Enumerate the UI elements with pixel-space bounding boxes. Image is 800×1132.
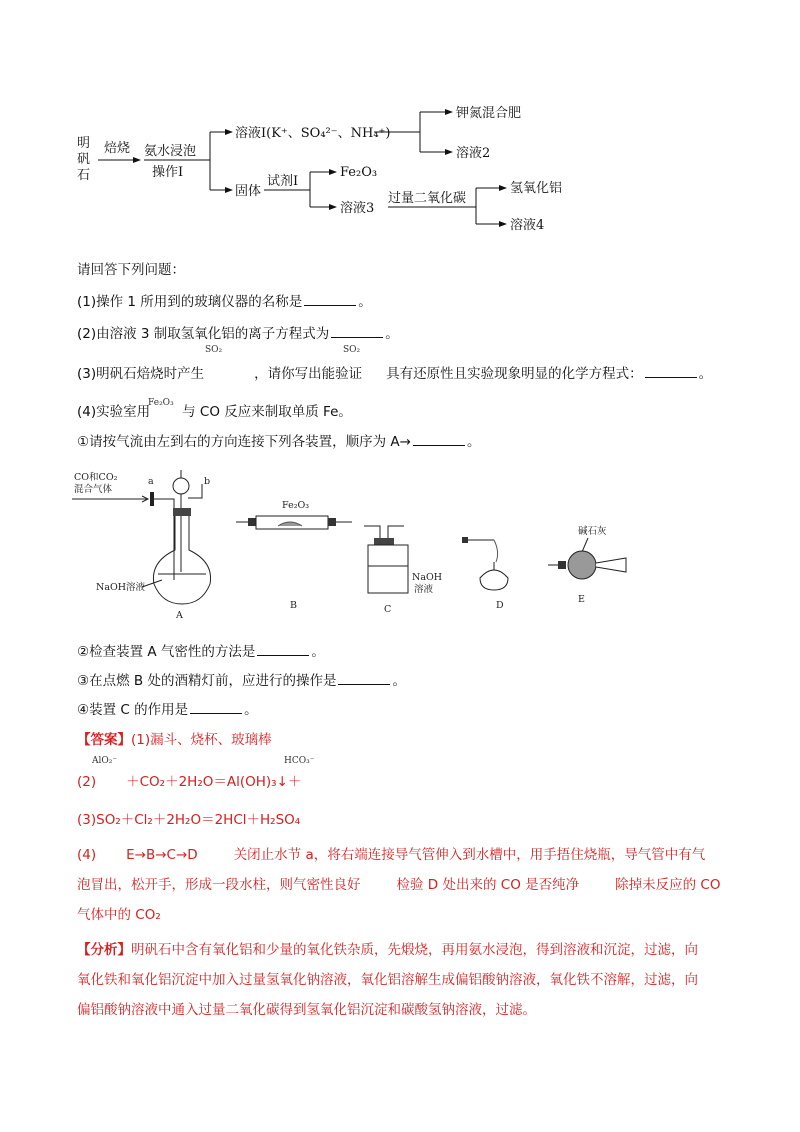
apparatus-B: [236, 500, 352, 611]
gas-label-1: CO和CO₂: [74, 472, 118, 483]
bottle-C: [368, 545, 408, 593]
question-4-1: [77, 430, 480, 450]
apparatus-A: [72, 470, 211, 621]
stopper-C: [374, 538, 394, 545]
question-4-4-end: 。: [244, 702, 258, 718]
answer-4-check: 关闭止水节 a，将右端连接导气管伸入到水槽中，用手捂住烧瓶，导气管中有气: [233, 847, 706, 863]
question-2-end: 。: [385, 326, 399, 342]
analysis-text-1: 明矾石中含有氧化铝和少量的氧化铁杂质，先煅烧，再用氨水浸泡，得到溶液和沉淀，过滤，向: [131, 942, 698, 958]
answer-4-remove-2: 气体中的 CO₂: [77, 907, 161, 923]
fe2o3-label-B: Fe₂O₃: [282, 500, 310, 511]
flow-solution1: 溶液Ⅰ(K⁺、SO₄²⁻、NH₄⁺): [235, 126, 391, 141]
label-D: D: [496, 600, 504, 611]
question-3: [77, 362, 712, 382]
answer-blank: [413, 433, 465, 446]
hco3-formula: HCO₃⁻: [284, 756, 315, 766]
answer-2-mid: ＋CO₂＋2H₂O＝Al(OH)₃↓＋: [126, 774, 302, 790]
soda-lime-pointer: [582, 538, 588, 552]
answer-4-verify: 检验 D 处出来的 CO 是否纯净: [396, 877, 580, 893]
flame-D: [494, 540, 498, 562]
flow-solution2: 溶液2: [456, 146, 491, 161]
answer-4-num: (4): [77, 847, 97, 863]
questions-intro: 请回答下列问题：: [77, 262, 185, 278]
inlet-tube: [154, 499, 174, 580]
tube-E-right: [596, 558, 626, 572]
stopper-B-right: [328, 518, 336, 526]
answer-2-prefix: (2): [77, 774, 97, 790]
apparatus-C: [364, 526, 442, 615]
flow-solution4: 溶液4: [510, 218, 545, 233]
question-3-text-c: 具有还原性且实验现象明显的化学方程式：: [386, 366, 643, 382]
funnel-bulb: [173, 478, 189, 494]
flow-co2-label: 过量二氧化碳: [388, 191, 467, 206]
question-4-3-text: ③在点燃 B 处的酒精灯前，应进行的操作是: [77, 673, 337, 689]
outlet-tube: [188, 484, 202, 498]
flask-stopper: [173, 508, 191, 516]
naoh-label-A: NaOH溶液: [96, 582, 146, 593]
alo2-formula: AlO₂⁻: [92, 756, 118, 766]
question-1: [77, 290, 372, 310]
question-4-1-end: 。: [466, 434, 481, 450]
gas-label-2: 混合气体: [74, 484, 113, 495]
apparatus-diagram: [70, 462, 670, 622]
question-4-2-text: ②检查装置 A 气密性的方法是: [77, 644, 256, 660]
question-4-text-b: 与 CO 反应来制取单质 Fe。: [182, 404, 352, 420]
apparatus-D: [462, 537, 508, 611]
flow-reagent1: 试剂Ⅰ: [267, 174, 299, 189]
answer-4-line-1: [77, 843, 705, 863]
flow-aloh3: 氢氧化铝: [510, 181, 563, 196]
question-4-2: [77, 640, 325, 660]
label-C: C: [384, 604, 392, 615]
flow-start-3: 石: [77, 168, 91, 183]
question-4-2-end: 。: [311, 644, 325, 660]
answer-3: (3)SO₂＋Cl₂＋2H₂O＝2HCl＋H₂SO₄: [77, 812, 301, 828]
question-1-end: 。: [358, 294, 372, 310]
question-4-3: [77, 669, 406, 689]
label-A: A: [176, 610, 183, 621]
answer-1: [77, 728, 272, 748]
answer-blank: [331, 325, 383, 338]
flow-step2-sub: 操作Ⅰ: [152, 165, 184, 180]
answer-2: [77, 770, 301, 790]
answer-4-seq: E→B→C→D: [126, 847, 198, 863]
answer-4-remove: 除掉未反应的 CO: [615, 877, 721, 893]
flow-fe2o3: Fe₂O₃: [340, 165, 378, 180]
flow-step2-label: 氨水浸泡: [144, 144, 197, 159]
question-4-4-text: ④装置 C 的作用是: [77, 702, 189, 718]
question-4-text-a: (4)实验室用: [77, 404, 151, 420]
fe2o3-formula: Fe₂O₃: [148, 398, 174, 408]
drying-bulb-E: [568, 551, 596, 579]
question-2-text: (2)由溶液 3 制取氢氧化铝的离子方程式为: [77, 326, 330, 342]
so2-formula-2: SO₂: [343, 345, 361, 355]
stopper-B-left: [248, 518, 256, 526]
answer-4-check-2: 泡冒出，松开手，形成一段水柱，则气密性良好: [77, 877, 361, 893]
flask-body: [153, 516, 210, 604]
question-1-text: (1)操作 1 所用到的玻璃仪器的名称是: [77, 294, 303, 310]
answer-blank: [338, 672, 390, 685]
answer-blank: [257, 643, 309, 656]
stopper-E: [558, 561, 566, 569]
question-4-1-text: ①请按气流由左到右的方向连接下列各装置，顺序为 A→: [77, 434, 411, 450]
question-3-text-a: (3)明矾石焙烧时产生: [77, 366, 205, 382]
answer-blank: [304, 293, 356, 306]
flow-start-1: 明: [77, 136, 91, 151]
flow-fertilizer: 钾氮混合肥: [456, 106, 522, 121]
so2-formula-1: SO₂: [205, 345, 223, 355]
answer-blank: [645, 365, 697, 378]
label-E: E: [578, 594, 585, 605]
question-4-3-end: 。: [392, 673, 406, 689]
flow-step1-label: 焙烧: [104, 141, 131, 156]
question-4: [77, 400, 352, 420]
analysis-tag: 【分析】: [77, 942, 131, 958]
question-3-text-b: ，请你写出能验证: [254, 366, 363, 382]
naoh-label-C-2: 溶液: [414, 584, 434, 595]
flow-solution3: 溶液3: [340, 201, 375, 216]
analysis-line-1: [77, 938, 698, 958]
flow-start-2: 矾: [77, 152, 91, 167]
question-4-4: [77, 698, 258, 718]
process-flowchart: [60, 100, 740, 250]
answer-tag: 【答案】: [77, 732, 131, 748]
question-3-end: 。: [698, 366, 713, 382]
soda-lime-label: 碱石灰: [578, 526, 607, 537]
answer-blank: [190, 701, 242, 714]
valve-a-label: a: [148, 476, 154, 487]
apparatus-E: [548, 525, 626, 605]
question-2: [77, 322, 399, 342]
analysis-line-3: 偏铝酸钠溶液中通入过量二氧化碳得到氢氧化铝沉淀和碳酸氢钠溶液，过滤。: [77, 1002, 536, 1018]
label-B: B: [290, 600, 297, 611]
analysis-line-2: 氧化铁和氧化铝沉淀中加入过量氢氧化钠溶液，氧化铝溶解生成偏铝酸钠溶液，氧化铁不溶解，过滤，向: [77, 972, 698, 988]
flow-solid: 固体: [235, 184, 262, 199]
lamp-D: [480, 570, 508, 590]
stopper-D: [462, 537, 468, 543]
valve-a: [150, 492, 154, 506]
valve-b-label: b: [204, 476, 211, 487]
answer-4-line-2: [77, 873, 720, 893]
naoh-label-C-1: NaOH: [412, 572, 443, 583]
answer-1-text: (1)漏斗、烧杯、玻璃棒: [131, 732, 272, 748]
